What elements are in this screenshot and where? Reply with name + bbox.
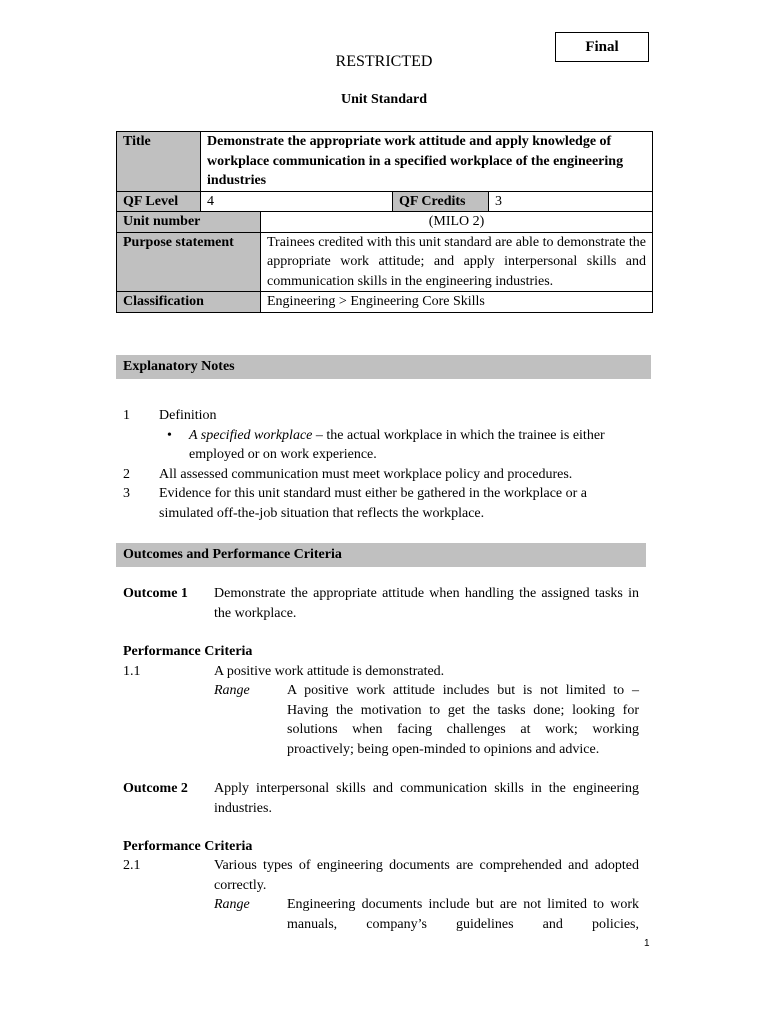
range-label-2-text: Range (214, 897, 250, 912)
bullet-term: A specified workplace (189, 428, 313, 443)
item-number: 2 (123, 467, 130, 482)
bullet-text: – the actual workplace in which the trainee is either (312, 428, 605, 443)
unit-info-table (116, 131, 653, 313)
unit-number-label: Unit number (117, 212, 261, 233)
outcome-1-label: Outcome 1 (123, 586, 188, 601)
range-2-text: Engineering documents include but are not limited to work manuals, company’s guidelines and policies, (287, 897, 639, 932)
explanatory-item-1 (123, 406, 217, 426)
outcome-1-text: Demonstrate the appropriate attitude when handling the assigned tasks in the workplace. (214, 586, 639, 621)
range-1-text: A positive work attitude includes but is not limited to – Having the motivation to get the tasks done; looking for solutions when facing challenges at work; working proactively; being open-minded to opinions and advice. (287, 683, 639, 757)
purpose-label: Purpose statement (117, 232, 261, 292)
qf-level-value: 4 (201, 191, 393, 212)
explanatory-item-2 (123, 465, 572, 485)
bullet-text-continued: employed or on work experience. (189, 447, 377, 462)
unit-number-value: (MILO 2) (261, 212, 653, 233)
item-number: 3 (123, 486, 130, 501)
table-row-title (117, 132, 653, 192)
bullet-icon: • (167, 428, 172, 443)
title-value: Demonstrate the appropriate work attitude and apply knowledge of workplace communication in a specified workplace of the engineering industries (201, 132, 653, 192)
performance-criteria-2-heading: Performance Criteria (123, 839, 253, 854)
qf-credits-value: 3 (489, 191, 653, 212)
criterion-2-1-number: 2.1 (123, 858, 141, 873)
range-label-1-text: Range (214, 683, 250, 698)
explanatory-item-3 (123, 484, 587, 504)
range-label-2 (214, 895, 250, 915)
outcomes-heading: Outcomes and Performance Criteria (116, 543, 646, 567)
item-text: All assessed communication must meet workplace policy and procedures. (159, 467, 573, 482)
classification-label: Classification (117, 292, 261, 313)
classification-marking: RESTRICTED (335, 53, 433, 70)
explanatory-notes-heading: Explanatory Notes (116, 355, 651, 379)
outcome-2-label: Outcome 2 (123, 781, 188, 796)
criterion-2-1-text: Various types of engineering documents are comprehended and adopted correctly. (214, 858, 639, 893)
item-text: Definition (159, 408, 217, 423)
criterion-1-1-text: A positive work attitude is demonstrated. (214, 664, 445, 679)
explanatory-bullet (189, 426, 605, 446)
item-text: Evidence for this unit standard must either be gathered in the workplace or a (159, 486, 588, 501)
classification-value: Engineering > Engineering Core Skills (261, 292, 653, 313)
table-row-unit-number (117, 212, 653, 233)
table-row-qf (117, 191, 653, 212)
qf-credits-label: QF Credits (393, 191, 489, 212)
page-number: 1 (644, 938, 650, 949)
criterion-1-1-number: 1.1 (123, 664, 141, 679)
item-number: 1 (123, 408, 130, 423)
purpose-value: Trainees credited with this unit standard are able to demonstrate the appropriate work attitude; and apply interpersonal skills and communication skills in the engineering industries. (261, 232, 653, 292)
qf-level-label: QF Level (117, 191, 201, 212)
table-row-classification (117, 292, 653, 313)
table-row-purpose (117, 232, 653, 292)
performance-criteria-1-heading: Performance Criteria (123, 644, 253, 659)
document-title: Unit Standard (341, 92, 427, 107)
outcome-2-text: Apply interpersonal skills and communication skills in the engineering industries. (214, 781, 639, 816)
range-label-1 (214, 681, 250, 701)
title-label: Title (117, 132, 201, 192)
explanatory-item-3-continued: simulated off-the-job situation that reflects the workplace. (159, 506, 485, 521)
final-status-box: Final (555, 32, 649, 62)
